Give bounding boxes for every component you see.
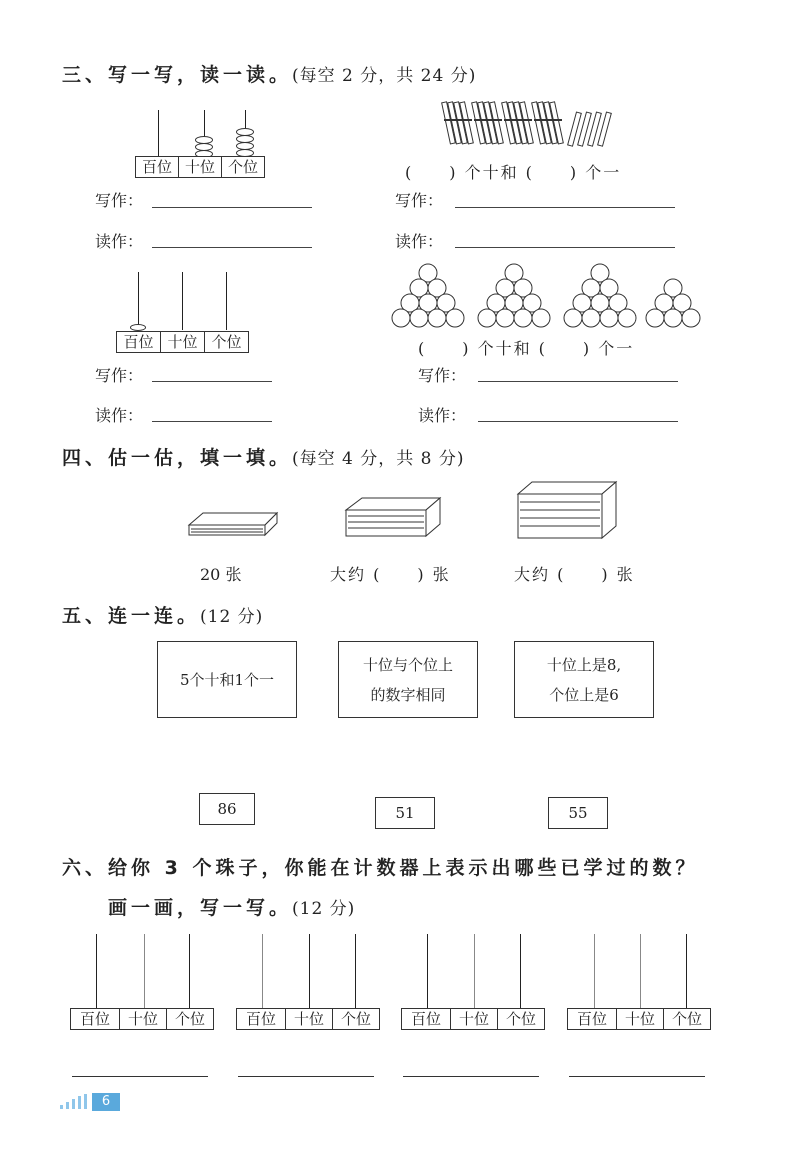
place-value-labels: 百位 十位 个位 bbox=[567, 1008, 711, 1030]
match-card-3[interactable]: 十位上是8, 个位上是6 bbox=[514, 641, 654, 718]
answer-line[interactable] bbox=[455, 247, 675, 248]
read-label: 读作： bbox=[395, 232, 444, 251]
section3-heading: 三、写一写，读一读。(每空 2 分，共 24 分) bbox=[62, 64, 477, 86]
write-label: 写作： bbox=[395, 191, 444, 210]
match-number-55[interactable]: 55 bbox=[548, 797, 608, 829]
section4-heading: 四、估一估，填一填。(每空 4 分，共 8 分) bbox=[62, 447, 465, 469]
place-value-labels: 百位 十位 个位 bbox=[135, 156, 265, 178]
match-card-1[interactable]: 5个十和1个一 bbox=[157, 641, 297, 718]
answer-line[interactable] bbox=[72, 1076, 208, 1077]
write-label: 写作： bbox=[418, 366, 467, 385]
write-label: 写作： bbox=[95, 366, 144, 385]
circle-pyramids-image bbox=[390, 262, 710, 332]
answer-line[interactable] bbox=[152, 421, 272, 422]
section6-heading-line1: 六、给你 3 个珠子，你能在计数器上表示出哪些已学过的数？ bbox=[62, 857, 699, 879]
paper-stack-medium-image bbox=[340, 494, 450, 544]
answer-line[interactable] bbox=[152, 247, 312, 248]
match-card-2[interactable]: 十位与个位上 的数字相同 bbox=[338, 641, 478, 718]
answer-line[interactable] bbox=[569, 1076, 705, 1077]
read-label: 读作： bbox=[418, 406, 467, 425]
section6-heading-line2: 画一画，写一写。(12 分) bbox=[108, 897, 356, 919]
answer-line[interactable] bbox=[238, 1076, 374, 1077]
stick-bundles-image bbox=[440, 98, 630, 150]
known-count-label: 20 张 bbox=[200, 565, 242, 584]
paper-stack-large-image bbox=[512, 478, 627, 544]
answer-line[interactable] bbox=[152, 207, 312, 208]
match-number-86[interactable]: 86 bbox=[199, 793, 255, 825]
page-number: 6 bbox=[92, 1093, 120, 1111]
place-value-labels: 百位 十位 个位 bbox=[401, 1008, 545, 1030]
tens-ones-fill-2: ( ) 个十和 ( ) 个一 bbox=[418, 339, 635, 358]
estimate-fill-1: 大约 ( ) 张 bbox=[330, 565, 451, 584]
estimate-fill-2: 大约 ( ) 张 bbox=[514, 565, 635, 584]
place-value-labels: 百位 十位 个位 bbox=[70, 1008, 214, 1030]
write-label: 写作： bbox=[95, 191, 144, 210]
section5-heading: 五、连一连。(12 分) bbox=[62, 605, 264, 627]
answer-line[interactable] bbox=[403, 1076, 539, 1077]
answer-line[interactable] bbox=[455, 207, 675, 208]
tens-ones-fill-1: ( ) 个十和 ( ) 个一 bbox=[405, 163, 622, 182]
read-label: 读作： bbox=[95, 406, 144, 425]
page-bars-icon bbox=[58, 1093, 92, 1111]
answer-line[interactable] bbox=[478, 421, 678, 422]
answer-line[interactable] bbox=[152, 381, 272, 382]
read-label: 读作： bbox=[95, 232, 144, 251]
match-number-51[interactable]: 51 bbox=[375, 797, 435, 829]
paper-stack-small-image bbox=[185, 505, 285, 545]
answer-line[interactable] bbox=[478, 381, 678, 382]
place-value-labels: 百位 十位 个位 bbox=[116, 331, 249, 353]
place-value-labels: 百位 十位 个位 bbox=[236, 1008, 380, 1030]
